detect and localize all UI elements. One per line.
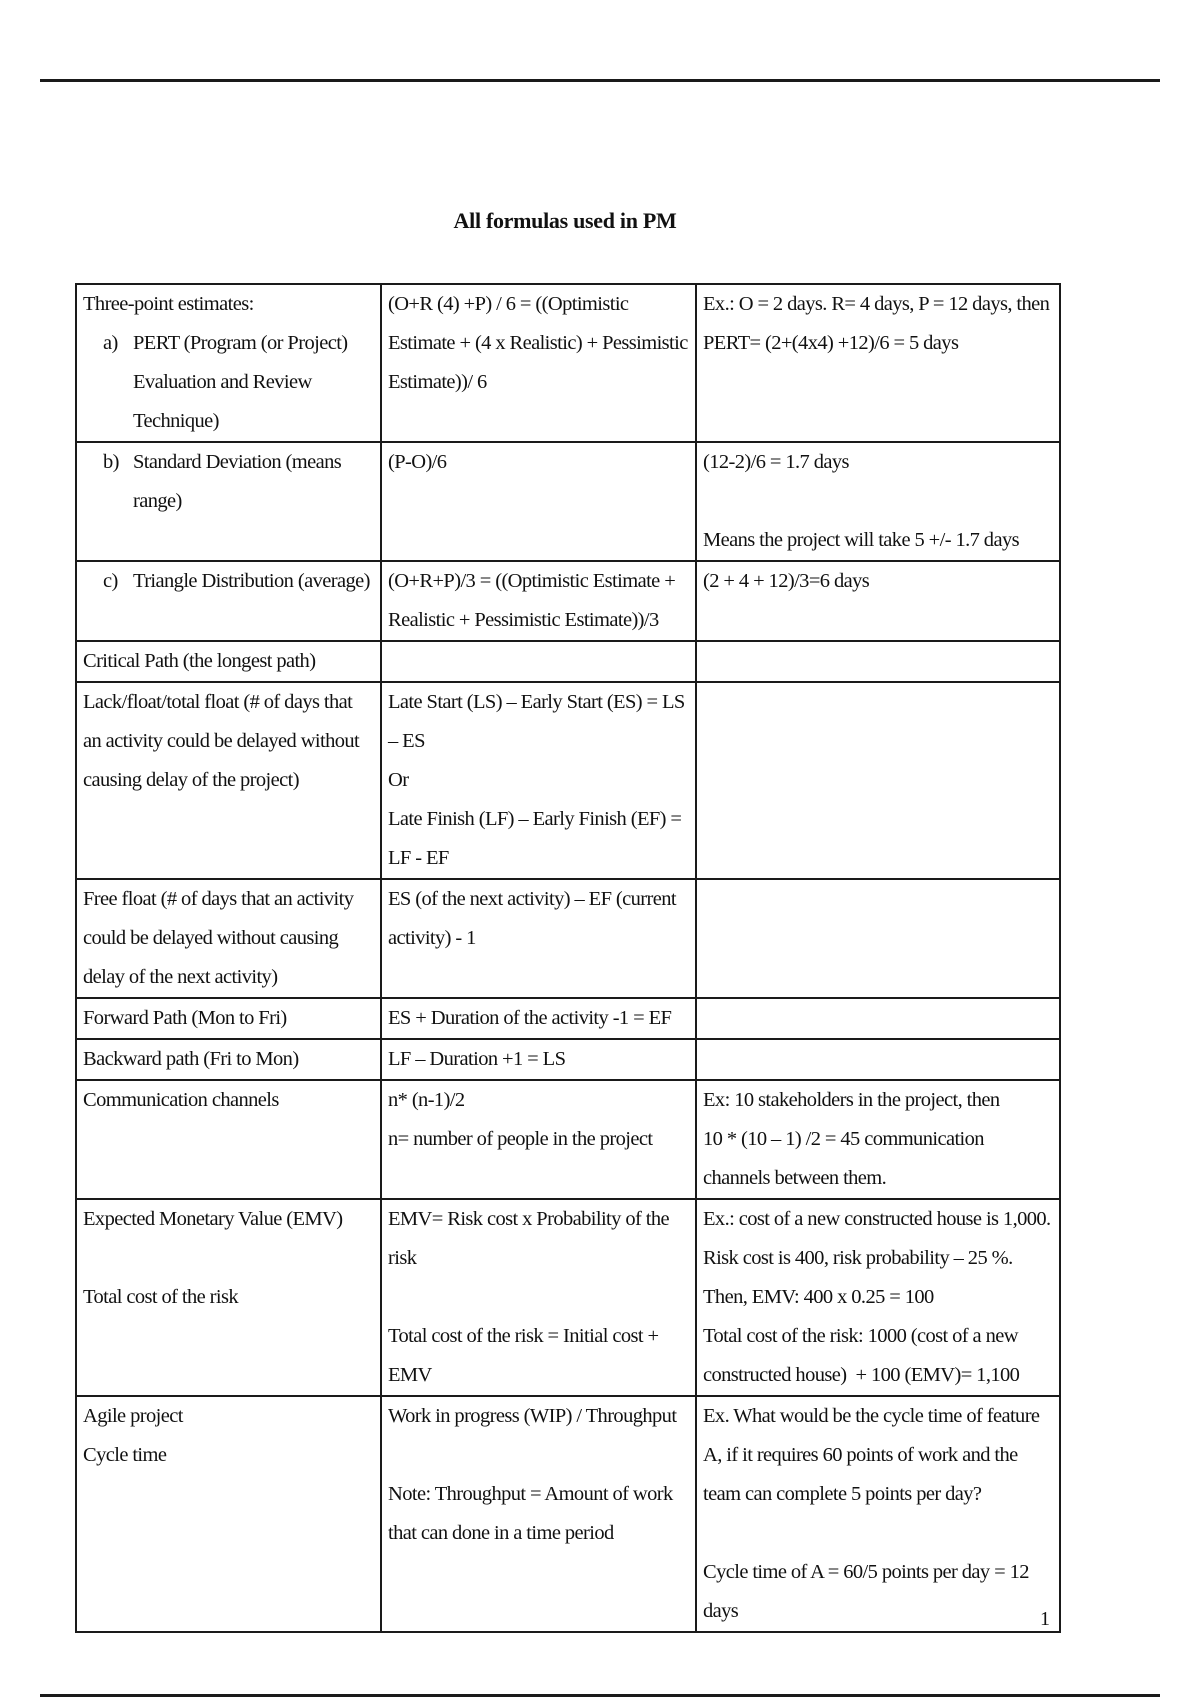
- formula-text: Total cost of the risk = Initial cost + EMV: [388, 1325, 663, 1386]
- formula-text: ES (of the next activity) – EF (current activity) - 1: [388, 888, 681, 949]
- concept-text: Forward Path (Mon to Fri): [83, 1007, 287, 1029]
- cell-concept: [76, 682, 381, 879]
- sub-item-triangle: [83, 562, 374, 601]
- example-text: (12-2)/6 = 1.7 days: [703, 451, 849, 473]
- formula-text: ES + Duration of the activity -1 = EF: [388, 1007, 672, 1029]
- sub-item-pert: [83, 324, 374, 441]
- example-text: 10 * (10 – 1) /2 = 45 communication channels between them.: [703, 1128, 989, 1189]
- cell-concept: [76, 1039, 381, 1080]
- cell-formula: [381, 1039, 696, 1080]
- cell-formula: [381, 442, 696, 561]
- top-rule: [40, 79, 1160, 82]
- concept-text: Cycle time: [83, 1444, 167, 1466]
- cell-example: [696, 1396, 1060, 1632]
- cell-example: [696, 561, 1060, 641]
- formulas-table: [75, 283, 1061, 1633]
- formula-text: n= number of people in the project: [388, 1128, 653, 1150]
- table-row-pert: [76, 284, 1060, 442]
- example-text: Means the project will take 5 +/- 1.7 days: [703, 529, 1019, 551]
- concept-text: Backward path (Fri to Mon): [83, 1048, 299, 1070]
- sub-item-text: PERT (Program (or Project) Evaluation and Review Technique): [133, 332, 348, 432]
- table-row-free-float: [76, 879, 1060, 998]
- sub-item-standard-deviation: [83, 443, 374, 521]
- example-text: Then, EMV: 400 x 0.25 = 100: [703, 1286, 934, 1308]
- concept-text: Lack/float/total float (# of days that an activity could be delayed without causing delay of the project): [83, 691, 364, 791]
- table-row-backward-path: [76, 1039, 1060, 1080]
- cell-example: [696, 641, 1060, 682]
- table-row-communication-channels: [76, 1080, 1060, 1199]
- cell-concept: [76, 284, 381, 442]
- formula-text: Note: Throughput = Amount of work that can done in a time period: [388, 1483, 678, 1544]
- concept-text: Free float (# of days that an activity could be delayed without causing delay of the next activity): [83, 888, 358, 988]
- cell-example: [696, 1199, 1060, 1396]
- cell-example: [696, 284, 1060, 442]
- table-row-emv: [76, 1199, 1060, 1396]
- concept-text: Total cost of the risk: [83, 1286, 239, 1308]
- example-text: Ex.: O = 2 days. R= 4 days, P = 12 days, then PERT= (2+(4x4) +12)/6 = 5 days: [703, 293, 1054, 354]
- cell-example: [696, 1039, 1060, 1080]
- formula-text: Work in progress (WIP) / Throughput: [388, 1405, 677, 1427]
- table-row-total-float: [76, 682, 1060, 879]
- cell-formula: [381, 1199, 696, 1396]
- cell-concept: [76, 641, 381, 682]
- cell-concept: [76, 879, 381, 998]
- page-number: 1: [1040, 1608, 1050, 1630]
- bottom-rule: [40, 1694, 1160, 1697]
- table-row-agile-cycle-time: [76, 1396, 1060, 1632]
- cell-formula: [381, 1080, 696, 1199]
- concept-text: Expected Monetary Value (EMV): [83, 1208, 343, 1230]
- cell-formula: [381, 561, 696, 641]
- cell-formula: [381, 879, 696, 998]
- example-text: (2 + 4 + 12)/3=6 days: [703, 570, 870, 592]
- sub-item-letter: a): [103, 332, 118, 354]
- formula-text: EMV= Risk cost x Probability of the risk: [388, 1208, 674, 1269]
- example-text: Cycle time of A = 60/5 points per day = 12 days: [703, 1561, 1034, 1622]
- cell-concept: [76, 1080, 381, 1199]
- formula-text: Late Start (LS) – Early Start (ES) = LS – ES: [388, 691, 690, 752]
- table-row-critical-path: [76, 641, 1060, 682]
- table-row-standard-deviation: [76, 442, 1060, 561]
- sub-item-text: Triangle Distribution (average): [133, 570, 370, 592]
- cell-formula: [381, 284, 696, 442]
- cell-example: [696, 442, 1060, 561]
- cell-example: [696, 682, 1060, 879]
- cell-concept: [76, 998, 381, 1039]
- cell-concept: [76, 561, 381, 641]
- page-title: All formulas used in PM: [453, 208, 677, 233]
- formula-text: n* (n-1)/2: [388, 1089, 465, 1111]
- formula-text: (P-O)/6: [388, 451, 447, 473]
- cell-concept: [76, 1396, 381, 1632]
- three-point-heading: Three-point estimates:: [83, 293, 254, 315]
- formula-text: (O+R+P)/3 = ((Optimistic Estimate + Realistic + Pessimistic Estimate))/3: [388, 570, 680, 631]
- concept-text: Agile project: [83, 1405, 183, 1427]
- cell-example: [696, 998, 1060, 1039]
- example-text: Total cost of the risk: 1000 (cost of a new constructed house) + 100 (EMV)= 1,100: [703, 1325, 1023, 1386]
- cell-concept: [76, 442, 381, 561]
- formula-text: LF – Duration +1 = LS: [388, 1048, 566, 1070]
- formula-text: (O+R (4) +P) / 6 = ((Optimistic Estimate + (4 x Realistic) + Pessimistic Estimate))/ 6: [388, 293, 693, 393]
- cell-example: [696, 1080, 1060, 1199]
- table-row-forward-path: [76, 998, 1060, 1039]
- sub-item-text: Standard Deviation (means range): [133, 451, 342, 512]
- cell-concept: [76, 1199, 381, 1396]
- formula-text: Late Finish (LF) – Early Finish (EF) = LF - EF: [388, 808, 686, 869]
- example-text: Ex.: cost of a new constructed house is 1,000. Risk cost is 400, risk probability – 25 %.: [703, 1208, 1056, 1269]
- cell-formula: [381, 998, 696, 1039]
- sub-item-letter: c): [103, 570, 118, 592]
- formula-text: Or: [388, 769, 409, 791]
- concept-text: Critical Path (the longest path): [83, 650, 316, 672]
- example-text: Ex: 10 stakeholders in the project, then: [703, 1089, 1000, 1111]
- cell-formula: [381, 682, 696, 879]
- cell-example: [696, 879, 1060, 998]
- table-row-triangle-distribution: [76, 561, 1060, 641]
- cell-formula: [381, 1396, 696, 1632]
- example-text: Ex. What would be the cycle time of feature A, if it requires 60 points of work and the team can complete 5 points per day?: [703, 1405, 1043, 1505]
- cell-formula: [381, 641, 696, 682]
- concept-text: Communication channels: [83, 1089, 279, 1111]
- sub-item-letter: b): [103, 451, 119, 473]
